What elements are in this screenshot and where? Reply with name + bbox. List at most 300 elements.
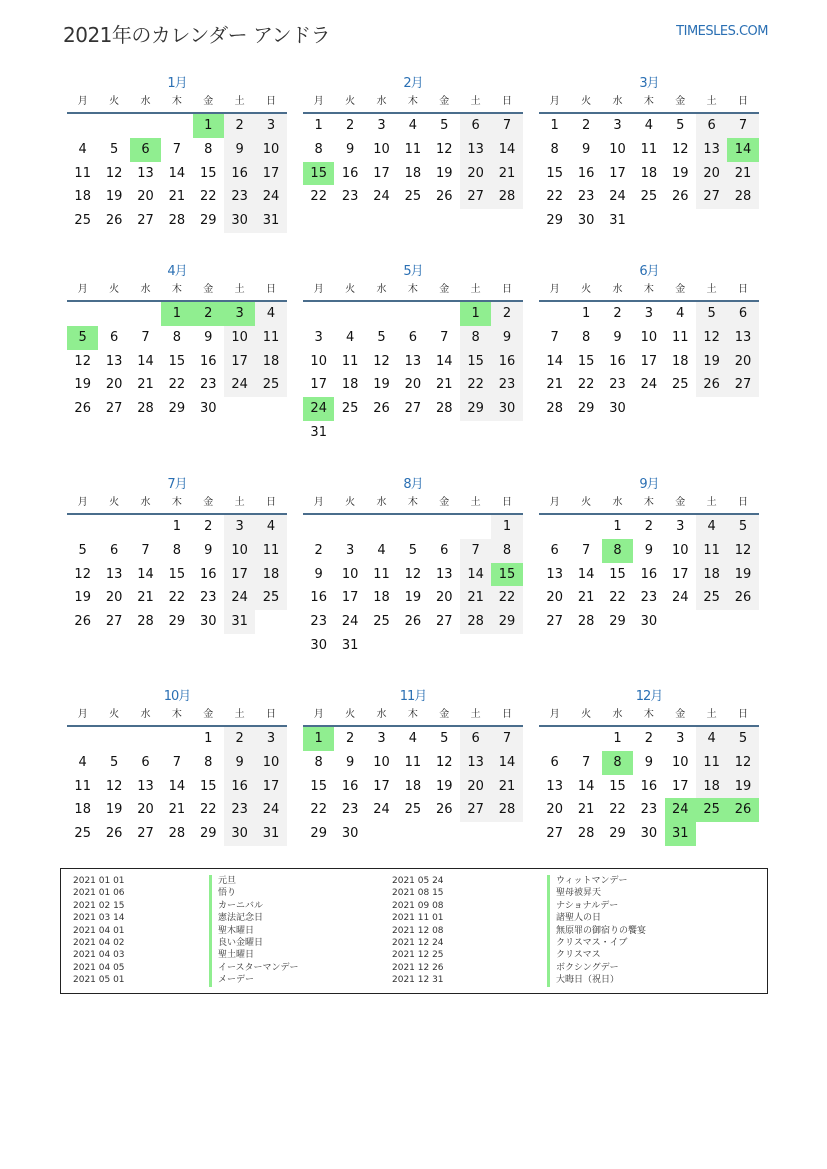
day-cell: 7 xyxy=(581,542,591,558)
day-cell: 4 xyxy=(408,118,417,133)
holiday-date: 2021 04 01 xyxy=(73,925,125,936)
day-cell: 3 xyxy=(255,727,286,751)
day-cell: 20 xyxy=(137,802,154,818)
day-cell: 17 xyxy=(373,778,390,794)
day-cell: 7 xyxy=(460,539,491,563)
empty-cell xyxy=(539,727,570,751)
day-cell: 18 xyxy=(74,802,91,818)
day-cell: 22 xyxy=(310,802,327,818)
day-grid xyxy=(303,114,523,209)
weekday-label: 木 xyxy=(643,284,654,295)
month-10 xyxy=(67,686,287,846)
empty-cell xyxy=(130,302,161,326)
day-cell: 7 xyxy=(727,114,758,138)
day-cell: 30 xyxy=(224,822,255,846)
holiday-date: 2021 08 15 xyxy=(392,888,444,899)
day-cell: 10 xyxy=(341,566,359,582)
weekday-header xyxy=(303,95,523,109)
weekday-label: 月 xyxy=(313,284,324,295)
month-3 xyxy=(539,73,759,233)
day-cell: 2 xyxy=(644,731,653,746)
empty-cell xyxy=(397,302,428,326)
holiday-date: 2021 05 24 xyxy=(392,876,444,886)
weekday-label: 月 xyxy=(313,497,324,508)
weekday-header xyxy=(67,95,287,109)
day-cell: 5 xyxy=(696,302,727,326)
day-cell: 14 xyxy=(577,778,595,794)
day-grid xyxy=(303,302,523,445)
day-cell: 2 xyxy=(345,118,355,133)
weekday-label: 土 xyxy=(470,709,481,720)
weekday-label: 日 xyxy=(738,497,749,508)
day-cell: 21 xyxy=(491,775,522,799)
day-cell: 1 xyxy=(204,731,213,746)
day-cell: 9 xyxy=(224,138,255,162)
day-cell: 6 xyxy=(130,138,161,162)
day-cell: 21 xyxy=(577,590,595,606)
month-name: 7月 xyxy=(167,477,187,492)
day-cell: 31 xyxy=(224,610,255,634)
day-cell: 11 xyxy=(255,326,286,350)
day-cell: 9 xyxy=(613,329,622,345)
day-cell: 5 xyxy=(67,326,98,350)
day-cell: 26 xyxy=(373,401,390,417)
day-cell: 16 xyxy=(199,353,217,369)
day-cell: 10 xyxy=(224,539,255,563)
day-cell: 7 xyxy=(581,754,591,770)
holiday-name: 大晦日（祝日） xyxy=(547,974,646,986)
empty-cell xyxy=(130,114,161,138)
day-cell: 31 xyxy=(255,822,286,846)
weekday-label: 日 xyxy=(738,284,749,295)
weekday-header xyxy=(303,283,523,297)
day-cell: 13 xyxy=(696,138,727,162)
weekday-label: 金 xyxy=(203,96,214,107)
day-cell: 10 xyxy=(310,353,327,369)
weekday-label: 金 xyxy=(439,284,450,295)
day-cell: 24 xyxy=(373,189,390,205)
month-11 xyxy=(303,686,523,846)
day-cell: 4 xyxy=(377,542,386,558)
day-cell: 27 xyxy=(137,826,154,842)
empty-cell xyxy=(98,515,129,539)
day-cell: 24 xyxy=(665,798,696,822)
day-cell: 24 xyxy=(255,798,286,822)
holiday-name: ボクシングデー xyxy=(547,962,646,974)
weekday-label: 日 xyxy=(266,709,277,720)
day-cell: 30 xyxy=(224,209,255,233)
weekday-label: 火 xyxy=(345,284,356,295)
day-cell: 21 xyxy=(727,162,758,186)
day-cell: 8 xyxy=(172,542,181,558)
day-cell: 3 xyxy=(224,302,255,326)
weekday-label: 火 xyxy=(345,497,356,508)
day-cell: 2 xyxy=(644,519,653,534)
weekday-label: 金 xyxy=(439,709,450,720)
day-cell: 17 xyxy=(671,566,689,582)
day-cell: 9 xyxy=(644,754,653,770)
weekday-label: 日 xyxy=(266,284,277,295)
day-cell: 13 xyxy=(546,778,563,794)
weekday-header xyxy=(539,708,759,722)
month-8 xyxy=(303,474,523,658)
day-cell: 18 xyxy=(640,165,658,181)
weekday-label: 木 xyxy=(407,497,418,508)
empty-cell xyxy=(429,302,460,326)
weekday-label: 土 xyxy=(706,497,717,508)
day-cell: 25 xyxy=(696,586,727,610)
month-name: 6月 xyxy=(639,264,659,279)
holiday-date: 2021 05 01 xyxy=(73,975,125,986)
day-cell: 6 xyxy=(727,302,758,326)
weekday-label: 月 xyxy=(313,709,324,720)
day-cell: 14 xyxy=(546,353,563,369)
day-cell: 29 xyxy=(168,401,186,417)
day-cell: 2 xyxy=(581,118,591,133)
holiday-name: 諸聖人の日 xyxy=(547,912,646,924)
weekday-label: 火 xyxy=(345,709,356,720)
weekday-label: 火 xyxy=(581,497,592,508)
day-cell: 1 xyxy=(460,302,491,326)
weekday-label: 金 xyxy=(675,497,686,508)
day-cell: 1 xyxy=(303,727,334,751)
day-cell: 31 xyxy=(665,822,696,846)
day-cell: 16 xyxy=(640,778,658,794)
month-name: 2月 xyxy=(403,76,423,91)
day-cell: 19 xyxy=(404,590,422,606)
holiday-name: 聖母被昇天 xyxy=(547,887,646,899)
day-cell: 18 xyxy=(255,350,286,374)
day-cell: 29 xyxy=(577,401,595,417)
day-cell: 18 xyxy=(255,563,286,587)
weekday-label: 火 xyxy=(581,96,592,107)
weekday-header xyxy=(539,95,759,109)
weekday-label: 火 xyxy=(109,497,120,508)
holiday-date: 2021 04 02 xyxy=(73,937,125,948)
day-cell: 22 xyxy=(609,590,626,606)
day-cell: 28 xyxy=(491,798,522,822)
weekday-header xyxy=(539,283,759,297)
day-cell: 17 xyxy=(341,590,359,606)
day-cell: 24 xyxy=(609,189,626,205)
day-cell: 1 xyxy=(613,519,622,534)
day-cell: 12 xyxy=(727,539,758,563)
day-cell: 18 xyxy=(404,165,422,181)
day-cell: 5 xyxy=(727,727,758,751)
day-cell: 14 xyxy=(727,138,758,162)
day-cell: 4 xyxy=(676,306,685,321)
empty-cell xyxy=(98,114,129,138)
day-cell: 31 xyxy=(609,213,626,229)
weekday-label: 金 xyxy=(203,709,214,720)
day-cell: 9 xyxy=(644,542,653,558)
day-cell: 17 xyxy=(671,778,689,794)
weekday-label: 水 xyxy=(140,497,151,508)
day-cell: 1 xyxy=(550,118,559,133)
day-cell: 29 xyxy=(491,610,522,634)
holiday-name: ナショナルデー xyxy=(547,900,646,912)
day-cell: 15 xyxy=(609,778,626,794)
weekday-label: 木 xyxy=(171,284,182,295)
day-cell: 4 xyxy=(255,302,286,326)
holiday-name: メーデー xyxy=(209,974,299,986)
day-cell: 19 xyxy=(74,377,91,393)
day-cell: 23 xyxy=(491,373,522,397)
day-cell: 1 xyxy=(172,519,181,534)
day-cell: 8 xyxy=(204,141,213,157)
day-cell: 12 xyxy=(373,353,390,369)
day-cell: 28 xyxy=(546,401,563,417)
day-cell: 10 xyxy=(640,329,658,345)
weekday-label: 水 xyxy=(612,96,623,107)
holiday-date: 2021 02 15 xyxy=(73,900,125,911)
day-cell: 25 xyxy=(74,213,91,229)
day-cell: 10 xyxy=(671,754,689,770)
day-cell: 3 xyxy=(345,542,355,558)
day-cell: 27 xyxy=(137,213,154,229)
day-cell: 25 xyxy=(696,798,727,822)
day-cell: 15 xyxy=(546,165,563,181)
weekday-label: 水 xyxy=(612,497,623,508)
day-cell: 1 xyxy=(491,515,522,539)
day-cell: 11 xyxy=(255,539,286,563)
weekday-label: 月 xyxy=(77,96,88,107)
day-cell: 18 xyxy=(671,353,689,369)
day-cell: 10 xyxy=(373,141,390,157)
day-cell: 10 xyxy=(373,754,390,770)
day-grid xyxy=(67,114,287,233)
legend-names-left xyxy=(209,875,299,987)
month-name: 12月 xyxy=(635,689,663,704)
day-cell: 5 xyxy=(440,118,449,133)
day-cell: 20 xyxy=(435,590,453,606)
day-cell: 11 xyxy=(696,539,727,563)
day-cell: 14 xyxy=(577,566,595,582)
month-name: 9月 xyxy=(639,477,659,492)
weekday-label: 火 xyxy=(109,709,120,720)
empty-cell xyxy=(570,515,601,539)
month-1 xyxy=(67,73,287,233)
weekday-label: 木 xyxy=(407,709,418,720)
day-cell: 14 xyxy=(491,751,522,775)
weekday-label: 木 xyxy=(171,709,182,720)
empty-cell xyxy=(161,114,192,138)
day-cell: 17 xyxy=(609,165,626,181)
legend-names-right xyxy=(547,875,646,987)
day-cell: 14 xyxy=(491,138,522,162)
day-cell: 18 xyxy=(74,189,91,205)
day-cell: 26 xyxy=(727,586,758,610)
month-7 xyxy=(67,474,287,634)
weekday-label: 月 xyxy=(549,96,560,107)
month-name: 1月 xyxy=(167,76,187,91)
day-grid xyxy=(303,727,523,846)
day-cell: 5 xyxy=(727,515,758,539)
day-cell: 23 xyxy=(640,590,658,606)
day-cell: 26 xyxy=(435,189,453,205)
empty-cell xyxy=(366,515,397,539)
day-cell: 21 xyxy=(491,162,522,186)
day-cell: 27 xyxy=(546,614,563,630)
day-cell: 20 xyxy=(696,162,727,186)
day-cell: 12 xyxy=(671,141,689,157)
day-cell: 25 xyxy=(341,401,359,417)
day-cell: 25 xyxy=(74,826,91,842)
day-cell: 26 xyxy=(74,614,91,630)
empty-cell xyxy=(366,302,397,326)
day-cell: 28 xyxy=(168,826,186,842)
day-cell: 27 xyxy=(435,614,453,630)
day-cell: 6 xyxy=(696,114,727,138)
day-grid xyxy=(539,727,759,846)
day-cell: 6 xyxy=(109,542,119,558)
day-grid xyxy=(539,302,759,421)
weekday-label: 土 xyxy=(706,709,717,720)
day-cell: 4 xyxy=(696,727,727,751)
day-cell: 15 xyxy=(199,165,217,181)
holiday-date: 2021 12 25 xyxy=(392,950,444,961)
day-cell: 8 xyxy=(602,751,633,775)
weekday-label: 日 xyxy=(502,497,513,508)
weekday-label: 水 xyxy=(376,709,387,720)
day-cell: 10 xyxy=(255,751,286,775)
day-cell: 3 xyxy=(314,329,323,345)
day-cell: 23 xyxy=(224,798,255,822)
weekday-label: 火 xyxy=(109,284,120,295)
weekday-header xyxy=(303,708,523,722)
day-cell: 22 xyxy=(199,189,217,205)
day-cell: 30 xyxy=(609,401,626,417)
weekday-label: 水 xyxy=(376,284,387,295)
empty-cell xyxy=(67,302,98,326)
day-cell: 29 xyxy=(199,213,217,229)
day-cell: 22 xyxy=(577,377,595,393)
weekday-label: 金 xyxy=(675,96,686,107)
day-cell: 28 xyxy=(435,401,453,417)
month-12 xyxy=(539,686,759,846)
day-cell: 28 xyxy=(137,401,154,417)
day-cell: 7 xyxy=(491,727,522,751)
empty-cell xyxy=(570,727,601,751)
holiday-date: 2021 12 24 xyxy=(392,937,444,948)
day-cell: 6 xyxy=(460,727,491,751)
empty-cell xyxy=(67,515,98,539)
day-cell: 3 xyxy=(255,114,286,138)
day-grid xyxy=(67,727,287,846)
day-cell: 21 xyxy=(460,586,491,610)
day-cell: 19 xyxy=(105,189,123,205)
day-cell: 12 xyxy=(105,778,123,794)
day-cell: 13 xyxy=(727,326,758,350)
day-cell: 16 xyxy=(341,165,359,181)
day-cell: 6 xyxy=(109,329,119,345)
day-cell: 24 xyxy=(341,614,359,630)
legend-dates-left xyxy=(73,875,125,987)
day-cell: 11 xyxy=(640,141,658,157)
day-cell: 1 xyxy=(314,118,323,133)
day-cell: 20 xyxy=(727,350,758,374)
day-cell: 6 xyxy=(141,754,150,770)
day-cell: 2 xyxy=(314,542,323,558)
day-cell: 24 xyxy=(224,586,255,610)
day-cell: 14 xyxy=(168,778,186,794)
month-5 xyxy=(303,261,523,445)
day-cell: 16 xyxy=(224,162,255,186)
day-cell: 22 xyxy=(199,802,217,818)
day-cell: 9 xyxy=(224,751,255,775)
day-grid xyxy=(539,114,759,233)
day-cell: 16 xyxy=(224,775,255,799)
day-cell: 7 xyxy=(141,329,150,345)
day-cell: 29 xyxy=(546,213,563,229)
day-cell: 8 xyxy=(581,329,591,345)
weekday-label: 火 xyxy=(581,284,592,295)
day-cell: 3 xyxy=(644,306,653,321)
day-cell: 21 xyxy=(577,802,595,818)
site-link[interactable]: TIMESLES.COM xyxy=(676,24,768,39)
empty-cell xyxy=(460,515,491,539)
day-cell: 13 xyxy=(546,566,563,582)
day-cell: 30 xyxy=(310,637,327,653)
day-cell: 5 xyxy=(408,542,417,558)
holiday-date: 2021 12 26 xyxy=(392,962,444,973)
day-cell: 7 xyxy=(172,754,181,770)
day-cell: 23 xyxy=(310,614,327,630)
day-cell: 15 xyxy=(168,353,186,369)
weekday-label: 月 xyxy=(549,709,560,720)
day-cell: 29 xyxy=(609,614,626,630)
day-cell: 20 xyxy=(460,162,491,186)
month-name: 11月 xyxy=(399,689,427,704)
day-cell: 18 xyxy=(696,775,727,799)
holiday-date: 2021 12 08 xyxy=(392,925,444,936)
day-cell: 9 xyxy=(345,141,355,157)
day-cell: 24 xyxy=(255,185,286,209)
day-cell: 9 xyxy=(204,329,213,345)
day-cell: 16 xyxy=(310,590,327,606)
day-cell: 6 xyxy=(460,114,491,138)
day-cell: 23 xyxy=(341,189,359,205)
day-cell: 8 xyxy=(550,141,559,157)
day-cell: 21 xyxy=(137,590,154,606)
day-cell: 18 xyxy=(373,590,390,606)
month-name: 4月 xyxy=(167,264,187,279)
month-6 xyxy=(539,261,759,421)
day-cell: 5 xyxy=(377,329,386,345)
month-name: 5月 xyxy=(403,264,423,279)
day-cell: 14 xyxy=(435,353,453,369)
day-cell: 27 xyxy=(105,614,123,630)
weekday-label: 月 xyxy=(549,497,560,508)
day-cell: 28 xyxy=(577,614,595,630)
month-name: 3月 xyxy=(639,76,659,91)
weekday-label: 月 xyxy=(77,497,88,508)
day-cell: 28 xyxy=(168,213,186,229)
weekday-label: 水 xyxy=(612,709,623,720)
day-cell: 17 xyxy=(224,350,255,374)
weekday-label: 木 xyxy=(643,497,654,508)
weekday-label: 日 xyxy=(266,96,277,107)
day-cell: 24 xyxy=(303,397,334,421)
weekday-label: 土 xyxy=(706,284,717,295)
day-cell: 11 xyxy=(671,329,689,345)
day-cell: 18 xyxy=(696,563,727,587)
holiday-name: ウィットマンデー xyxy=(547,875,646,887)
day-cell: 28 xyxy=(577,826,595,842)
day-cell: 13 xyxy=(460,138,491,162)
day-cell: 18 xyxy=(341,377,359,393)
holiday-legend xyxy=(60,868,768,994)
